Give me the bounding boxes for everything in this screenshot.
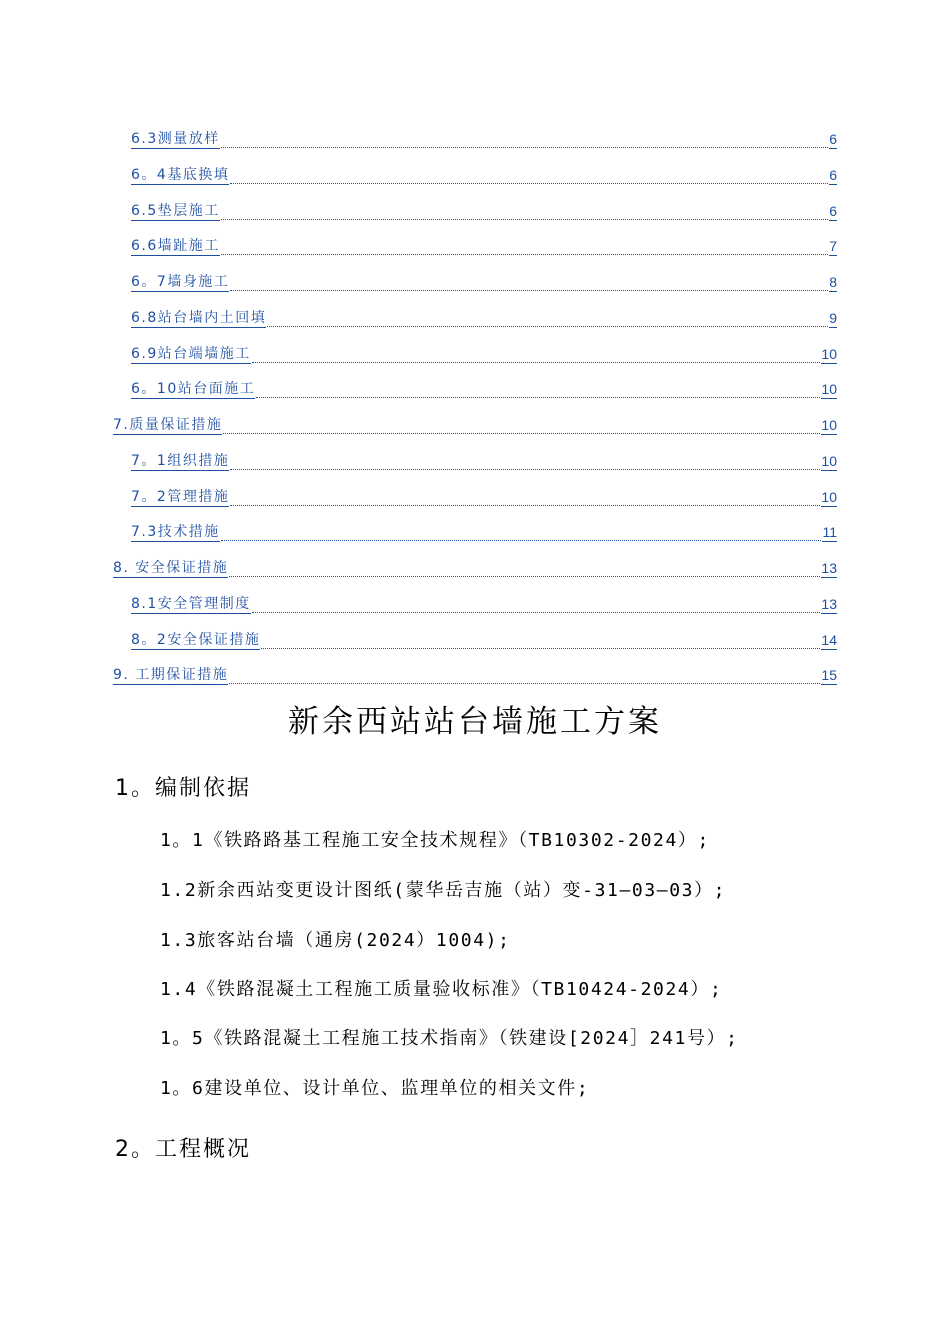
toc-leader	[252, 348, 821, 363]
toc-entry-page: 6	[829, 167, 837, 183]
toc-leader	[230, 169, 828, 184]
reference-item-1-6: 1。6建设单位、设计单位、监理单位的相关文件;	[160, 1078, 590, 1099]
toc-entry-label: 8. 安全保证措施	[113, 560, 229, 576]
toc-entry-page: 13	[821, 596, 837, 612]
toc-entry-label: 7.质量保证措施	[113, 417, 223, 433]
reference-item-1-2: 1.2新余西站变更设计图纸(蒙华岳吉施（站）变-31—03—03）;	[160, 880, 727, 901]
toc-leader	[267, 312, 828, 327]
toc-leader	[223, 419, 820, 434]
toc-entry-label: 7。2管理措施	[131, 489, 230, 505]
toc-entry-7-2[interactable]	[131, 483, 837, 507]
reference-item-1-1: 1。1《铁路路基工程施工安全技术规程》（TB10302-2024）;	[160, 830, 710, 851]
reference-item-1-4: 1.4《铁路混凝土工程施工质量验收标准》（TB10424-2024）;	[160, 979, 723, 1000]
toc-entry-label: 6。4基底换填	[131, 167, 230, 183]
section-heading-1: 1。编制依据	[115, 776, 251, 801]
toc-leader	[229, 669, 820, 684]
toc-leader	[261, 634, 820, 649]
toc-entry-label: 6.9站台端墙施工	[131, 346, 251, 362]
toc-entry-label: 6。7墙身施工	[131, 274, 230, 290]
toc-entry-6-5[interactable]	[131, 197, 837, 221]
toc-leader	[221, 205, 828, 220]
toc-entry-page: 10	[821, 417, 837, 433]
toc-entry-6-10[interactable]	[131, 375, 837, 399]
toc-leader	[252, 598, 821, 613]
toc-entry-label: 6.5垫层施工	[131, 203, 220, 219]
toc-leader	[221, 240, 828, 255]
toc-entry-page: 8	[829, 274, 837, 290]
toc-entry-page: 15	[821, 667, 837, 683]
document-title: 新余西站站台墙施工方案	[288, 704, 662, 740]
toc-leader	[221, 133, 828, 148]
toc-entry-page: 7	[829, 238, 837, 254]
toc-entry-7-3[interactable]	[131, 518, 837, 542]
toc-entry-6-3[interactable]	[131, 125, 837, 149]
toc-entry-label: 8.1安全管理制度	[131, 596, 251, 612]
toc-entry-6-9[interactable]	[131, 340, 837, 364]
toc-entry-page: 10	[821, 381, 837, 397]
toc-entry-page: 10	[821, 346, 837, 362]
toc-entry-page: 13	[821, 560, 837, 576]
toc-entry-page: 10	[821, 489, 837, 505]
toc-entry-6-6[interactable]	[131, 232, 837, 256]
toc-entry-9[interactable]	[113, 661, 837, 685]
toc-entry-6-4[interactable]	[131, 161, 837, 185]
toc-entry-label: 7。1组织措施	[131, 453, 230, 469]
toc-entry-6-7[interactable]	[131, 268, 837, 292]
toc-entry-6-8[interactable]	[131, 304, 837, 328]
toc-leader	[230, 491, 820, 506]
toc-entry-label: 6.3测量放样	[131, 131, 220, 147]
toc-entry-page: 6	[829, 203, 837, 219]
toc-entry-label: 9. 工期保证措施	[113, 667, 229, 683]
toc-entry-page: 14	[821, 632, 837, 648]
toc-entry-8-1[interactable]	[131, 590, 837, 614]
toc-entry-label: 6。10站台面施工	[131, 381, 256, 397]
toc-entry-page: 10	[821, 453, 837, 469]
toc-leader	[256, 383, 820, 398]
toc-entry-label: 8。2安全保证措施	[131, 632, 261, 648]
toc-entry-page: 11	[822, 524, 837, 540]
toc-entry-8-2[interactable]	[131, 626, 837, 650]
toc-leader	[229, 562, 820, 577]
toc-leader	[230, 455, 820, 470]
section-heading-2: 2。工程概况	[115, 1137, 251, 1162]
toc-entry-label: 7.3技术措施	[131, 524, 220, 540]
toc-entry-page: 6	[829, 131, 837, 147]
reference-item-1-3: 1.3旅客站台墙（通房(2024）1004);	[160, 930, 511, 951]
toc-entry-label: 6.6墙趾施工	[131, 238, 220, 254]
toc-leader	[230, 276, 828, 291]
toc-entry-8[interactable]	[113, 554, 837, 578]
toc-entry-page: 9	[829, 310, 837, 326]
toc-entry-label: 6.8站台墙内土回填	[131, 310, 267, 326]
toc-entry-7-1[interactable]	[131, 447, 837, 471]
toc-leader	[221, 526, 822, 541]
reference-item-1-5: 1。5《铁路混凝土工程施工技术指南》（铁建设[2024］241号）;	[160, 1028, 739, 1049]
toc-entry-7[interactable]	[113, 411, 837, 435]
